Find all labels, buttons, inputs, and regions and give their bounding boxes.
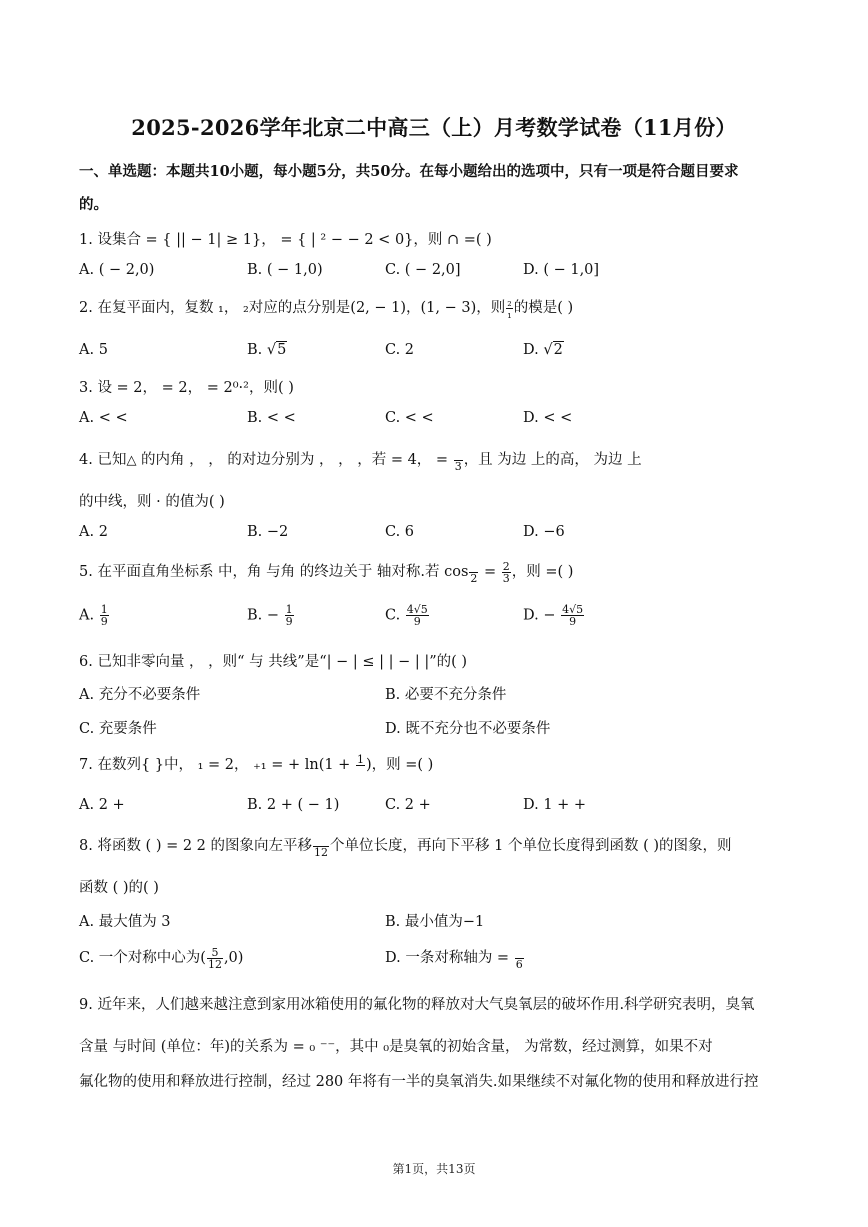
q7-option-d: D. 1 + + — [523, 797, 587, 813]
q4-option-a: A. 2 — [79, 524, 108, 540]
q5-b-num: 1 — [285, 603, 293, 616]
q3-option-a: A. < < — [79, 410, 128, 426]
section-instruction-line1: 一、单选题：本题共10小题，每小题5分，共50分。在每小题给出的选项中，只有一项是符合题目要求 — [79, 163, 739, 180]
question-6-stem: 6. 已知非零向量 ， ，则“ 与 共线”是“| − | ≤ | | − | |”的( ) — [79, 654, 468, 670]
q2-frac-den: ₁ — [507, 307, 512, 321]
q5-option-d-label: D. − — [523, 607, 561, 624]
q5-c-num: 4√5 — [406, 603, 428, 616]
q5-value-num: 2 — [502, 559, 510, 573]
q4-part-a: 4. 已知 — [79, 452, 127, 468]
q8-d-num — [515, 947, 524, 959]
q8-option-d — [385, 946, 525, 970]
q5-part-c: ，则 =( ) — [511, 564, 574, 580]
q8-option-c-label: C. 一个对称中心为( — [79, 950, 206, 966]
question-5-stem — [79, 560, 573, 584]
q5-part-a: 5. 在平面直角坐标系 中，角 与角 的终边关于 轴对称.若 cos — [79, 564, 469, 580]
question-4-line2: 的中线，则 · 的值为( ) — [79, 494, 225, 510]
q7-part-a: 7. 在数列{ }中， ₁ = 2， ₊₁ = + ln(1 + — [79, 757, 355, 773]
q5-option-a — [79, 604, 110, 627]
q5-b-den: 9 — [285, 615, 293, 628]
page-footer: 第1页，共13页 — [392, 1162, 476, 1176]
q3-option-c: C. < < — [385, 410, 434, 426]
sqrt-symbol: √2 — [543, 342, 563, 358]
question-9-line3: 氟化物的使用和释放进行控制，经过 280 年将有一半的臭氧消失.如果继续不对氟化物的使用和释放进行控 — [79, 1074, 759, 1090]
q6-option-d: D. 既不充分也不必要条件 — [385, 721, 551, 737]
question-5-options — [79, 604, 799, 634]
q8-option-c-frac — [207, 947, 223, 970]
q6-option-a: A. 充分不必要条件 — [79, 687, 201, 703]
q4-option-b: B. −2 — [247, 524, 289, 540]
question-7-stem — [79, 753, 433, 777]
q4-part-c: ，且 为边 上的高， 为边 上 — [463, 452, 642, 468]
q7-option-a: A. 2 + — [79, 797, 125, 813]
q2-option-d-radicand: 2 — [553, 342, 563, 358]
q5-option-c-frac — [406, 604, 429, 627]
q2-option-a: A. 5 — [79, 342, 108, 358]
q5-angle-num — [469, 561, 478, 573]
q5-option-a-frac — [100, 604, 109, 627]
q5-c-den: 9 — [413, 615, 421, 628]
question-8-options-row2 — [79, 946, 799, 976]
q8-frac-den: 12 — [314, 845, 329, 859]
q5-option-b-label: B. − — [247, 607, 284, 624]
q5-a-num: 1 — [100, 603, 108, 616]
q8-option-d-frac — [515, 947, 524, 970]
q5-value-den: 3 — [502, 571, 510, 585]
q8-part-a: 8. 将函数 ( ) = 2 2 的图象向左平移 — [79, 838, 313, 854]
q2-option-c: C. 2 — [385, 342, 415, 358]
q5-a-den: 9 — [100, 615, 108, 628]
q7-frac-num: 1 — [356, 752, 364, 766]
question-9-line2: 含量 与时间 (单位：年)的关系为 = ₀ ⁻⁻，其中 ₀是臭氧的初始含量， 为常数，经过测算，如果不对 — [79, 1039, 713, 1055]
q5-option-b — [247, 604, 295, 627]
q5-option-a-label: A. — [79, 607, 99, 624]
question-9-line1: 9. 近年来，人们越来越注意到家用冰箱使用的氟化物的释放对大气臭氧层的破坏作用.科学研究表明，臭氧 — [79, 997, 755, 1013]
q6-option-b: B. 必要不充分条件 — [385, 687, 507, 703]
q1-option-a: A. ( − 2,0) — [79, 262, 155, 278]
q2-option-d-label: D. — [523, 342, 544, 358]
q5-part-b: = — [479, 564, 501, 580]
q5-option-c-label: C. — [385, 607, 405, 624]
q5-option-d — [523, 604, 585, 627]
q1-option-b: B. ( − 1,0) — [247, 262, 323, 278]
q5-option-c — [385, 604, 430, 627]
q8-option-d-label: D. 一条对称轴为 = — [385, 950, 514, 966]
q7-part-b: )，则 =( ) — [365, 757, 434, 773]
q5-value-fraction — [502, 561, 511, 584]
q5-option-b-frac — [285, 604, 294, 627]
q4-part-b: 的内角 ， ， 的对边分别为 ， ， ，若 = 4， = — [136, 452, 453, 468]
q8-option-b: B. 最小值为−1 — [385, 914, 485, 930]
section-instruction-line2: 的。 — [79, 196, 108, 213]
q3-option-b: B. < < — [247, 410, 296, 426]
q7-frac-den — [356, 766, 365, 777]
question-4-line1 — [79, 448, 642, 472]
q7-option-c: C. 2 + — [385, 797, 431, 813]
q7-option-b: B. 2 + ( − 1) — [247, 797, 340, 813]
question-3-stem: 3. 设 = 2， = 2， = 2⁰·²，则( ) — [79, 380, 294, 396]
q7-fraction — [356, 754, 365, 777]
exam-title: 2025-2026学年北京二中高三（上）月考数学试卷（11月份） — [131, 115, 737, 140]
triangle-icon: △ — [126, 453, 137, 468]
q4-fraction — [454, 449, 463, 472]
question-2-stem — [79, 296, 573, 320]
q8-part-b: 个单位长度，再向下平移 1 个单位长度得到函数 ( )的图象，则 — [330, 838, 732, 854]
q4-frac-num — [454, 449, 463, 461]
q8-c-den: 12 — [207, 957, 222, 971]
q4-option-d: D. −6 — [523, 524, 565, 540]
q4-option-c: C. 6 — [385, 524, 415, 540]
q2-stem-part-b: 的模是( ) — [513, 300, 574, 316]
q8-c-num: 5 — [207, 947, 223, 959]
q2-stem-part-a: 2. 在复平面内，复数 ₁， ₂对应的点分别是(2, − 1)，(1, − 3)，则 — [79, 300, 506, 316]
q5-angle-den: 2 — [470, 571, 478, 585]
sqrt-symbol: √5 — [266, 342, 287, 358]
q5-angle-fraction — [469, 561, 478, 584]
q1-option-c: C. ( − 2,0] — [385, 262, 461, 278]
question-8-line1 — [79, 834, 732, 858]
q6-option-c: C. 充要条件 — [79, 721, 157, 737]
q3-option-d: D. < < — [523, 410, 573, 426]
q2-option-b-label: B. — [247, 342, 267, 358]
question-1-stem: 1. 设集合 = { || − 1| ≥ 1}， = { | ² − − 2 < 0}，则 ∩ =( ) — [79, 232, 492, 248]
q2-frac-num: ₂ — [507, 295, 512, 309]
q2-fraction — [506, 297, 512, 320]
q2-option-b-radicand: 5 — [277, 342, 287, 358]
q8-frac-num — [313, 835, 329, 847]
q4-frac-den: 3 — [454, 459, 462, 473]
q5-d-den: 9 — [569, 615, 577, 628]
question-8-line2: 函数 ( )的( ) — [79, 880, 159, 896]
q2-option-b — [247, 342, 287, 358]
q5-option-d-frac — [561, 604, 584, 627]
q8-option-c — [79, 946, 243, 970]
q5-d-num: 4√5 — [562, 603, 584, 616]
q8-option-c-tail: ,0) — [223, 950, 244, 966]
q8-option-a: A. 最大值为 3 — [79, 914, 171, 930]
q8-fraction — [313, 835, 329, 858]
q2-option-d — [523, 342, 564, 358]
q1-option-d: D. ( − 1,0] — [523, 262, 600, 278]
q8-d-den: 6 — [515, 957, 523, 971]
